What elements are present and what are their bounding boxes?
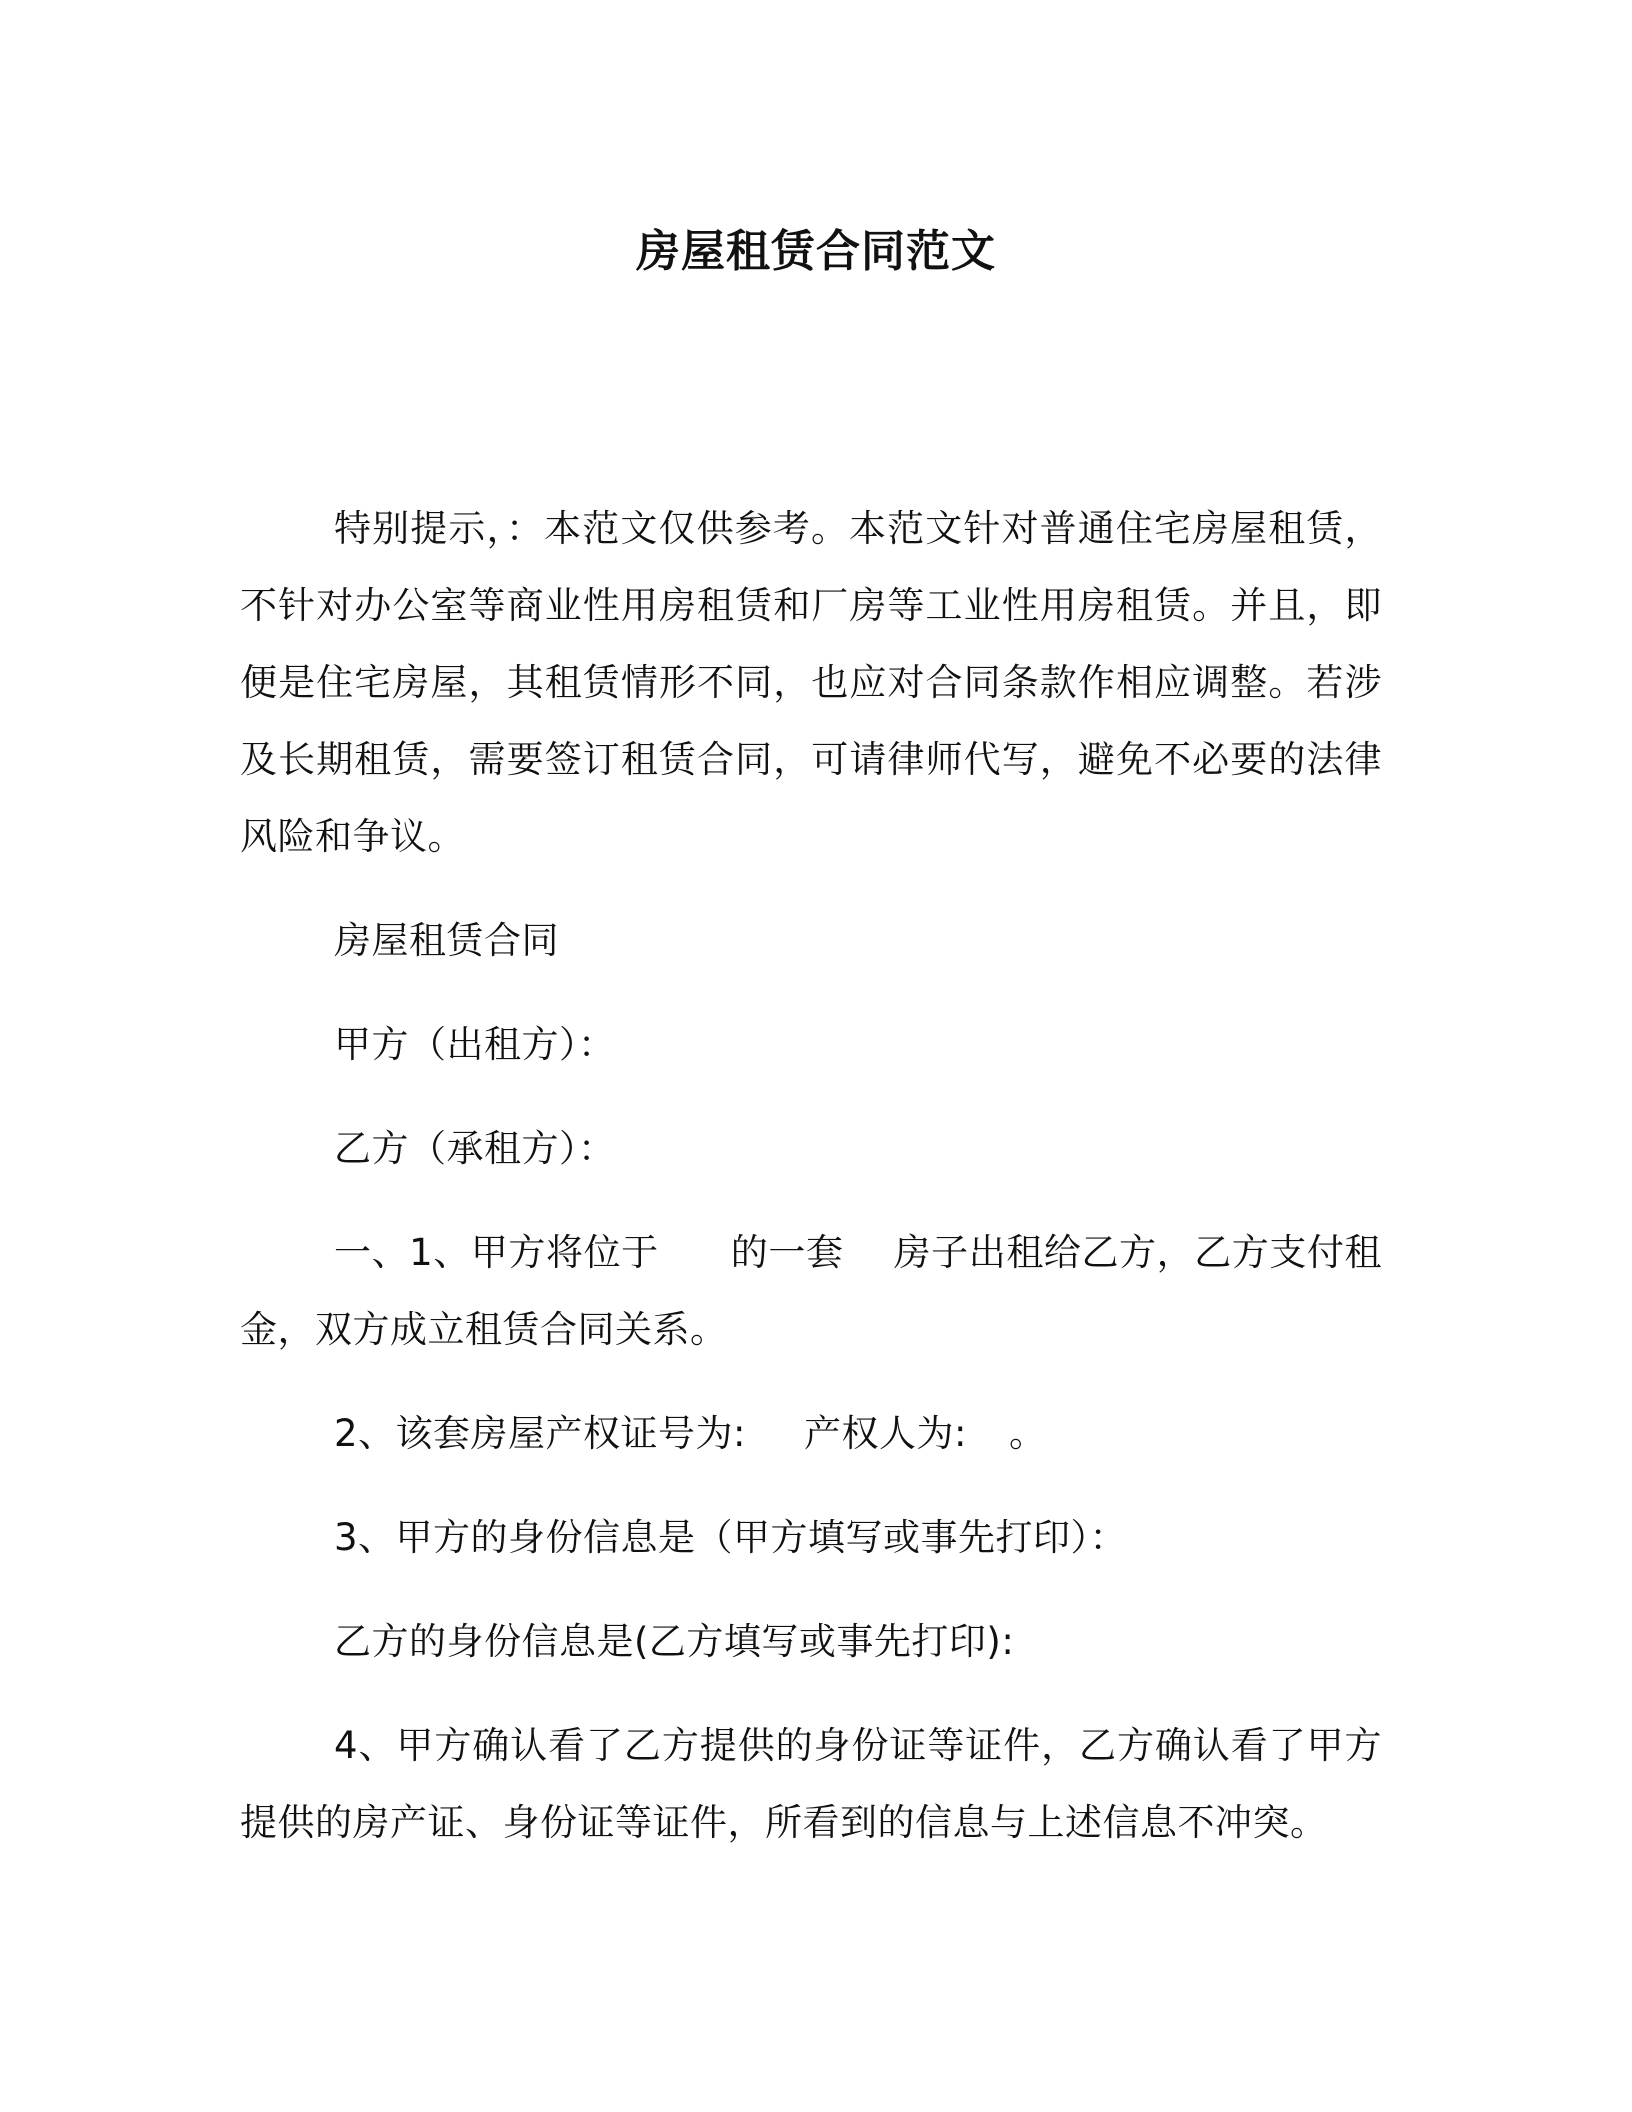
clause-1-part-1: 一、1、甲方将位于 xyxy=(334,1231,659,1274)
document-body xyxy=(240,490,1382,1888)
clause-1-part-3: 房子出租给乙方，乙方支付租金，双方成立租赁合同关系。 xyxy=(240,1231,1383,1351)
clause-2-paragraph xyxy=(240,1395,1382,1472)
contract-heading: 房屋租赁合同 xyxy=(334,919,559,962)
clause-3b-paragraph: 乙方的身份信息是(乙方填写或事先打印): xyxy=(334,1620,1015,1663)
notice-paragraph: 特别提示，：本范文仅供参考。本范文针对普通住宅房屋租赁，不针对办公室等商业性用房租赁和厂房等工业性用房租赁。并且，即便是住宅房屋，其租赁情形不同，也应对合同条款作相应调整。若涉及长期租赁，需要签订租赁合同，可请律师代写，避免不必要的法律风险和争议。 xyxy=(240,507,1382,858)
party-b-line: 乙方（承租方）： xyxy=(334,1127,616,1170)
clause-2-part-2: 产权人为: xyxy=(804,1412,967,1455)
document-title: 房屋租赁合同范文 xyxy=(636,226,996,277)
clause-1-part-2: 的一套 xyxy=(730,1231,844,1274)
clause-3-paragraph: 3、甲方的身份信息是（甲方填写或事先打印）： xyxy=(334,1516,1128,1559)
party-a-line: 甲方（出租方）： xyxy=(334,1023,616,1066)
clause-1-paragraph xyxy=(240,1214,1382,1368)
clause-4-paragraph: 4、甲方确认看了乙方提供的身份证等证件，乙方确认看了甲方提供的房产证、身份证等证件，所看到的信息与上述信息不冲突。 xyxy=(240,1724,1382,1844)
clause-2-part-3: 。 xyxy=(1008,1412,1047,1455)
clause-2-part-1: 2、该套房屋产权证号为: xyxy=(334,1412,747,1455)
